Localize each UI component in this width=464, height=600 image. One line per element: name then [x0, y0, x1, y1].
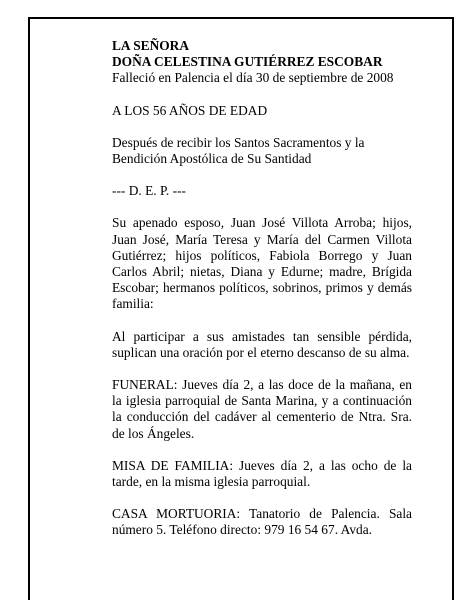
request-paragraph: Al participar a sus amistades tan sensible pérdida, suplican una oración por el eterno descanso de su alma.: [112, 328, 412, 360]
family-mass-paragraph: MISA DE FAMILIA: Jueves día 2, a las ocho de la tarde, en la misma iglesia parroquial.: [112, 457, 412, 490]
title-line-1: LA SEÑORA: [112, 38, 190, 53]
rip-line: --- D. E. P. ---: [112, 183, 187, 199]
title-line-2: DOÑA CELESTINA GUTIÉRREZ ESCOBAR: [112, 54, 383, 70]
funeral-paragraph: FUNERAL: Jueves día 2, a las doce de la mañana, en la iglesia parroquial de Santa Marina, y a continuación la conducción del cadáver al cementerio de Ntra. Sra. de los Ángeles.: [112, 377, 412, 441]
mortuary-paragraph: CASA MORTUORIA: Tanatorio de Palencia. Sala número 5. Teléfono directo: 979 16 54 67. Avda.: [112, 506, 412, 538]
death-line: Falleció en Palencia el día 30 de septiembre de 2008: [112, 70, 394, 86]
obituary-notice: [112, 38, 412, 539]
family-paragraph: Su apenado esposo, Juan José Villota Arroba; hijos, Juan José, María Teresa y María del Carmen Villota Gutiérrez; hijos políticos, Fabiola Borrego y Juan Carlos Abril; nietas, Diana y Edurne; madre, Brígida Escobar; hermanos políticos, sobrinos, primos y demás familia:: [112, 215, 412, 312]
sacraments-paragraph: Después de recibir los Santos Sacramentos y la Bendición Apostólica de Su Santidad: [112, 134, 365, 167]
age-line: A LOS 56 AÑOS DE EDAD: [112, 102, 268, 118]
